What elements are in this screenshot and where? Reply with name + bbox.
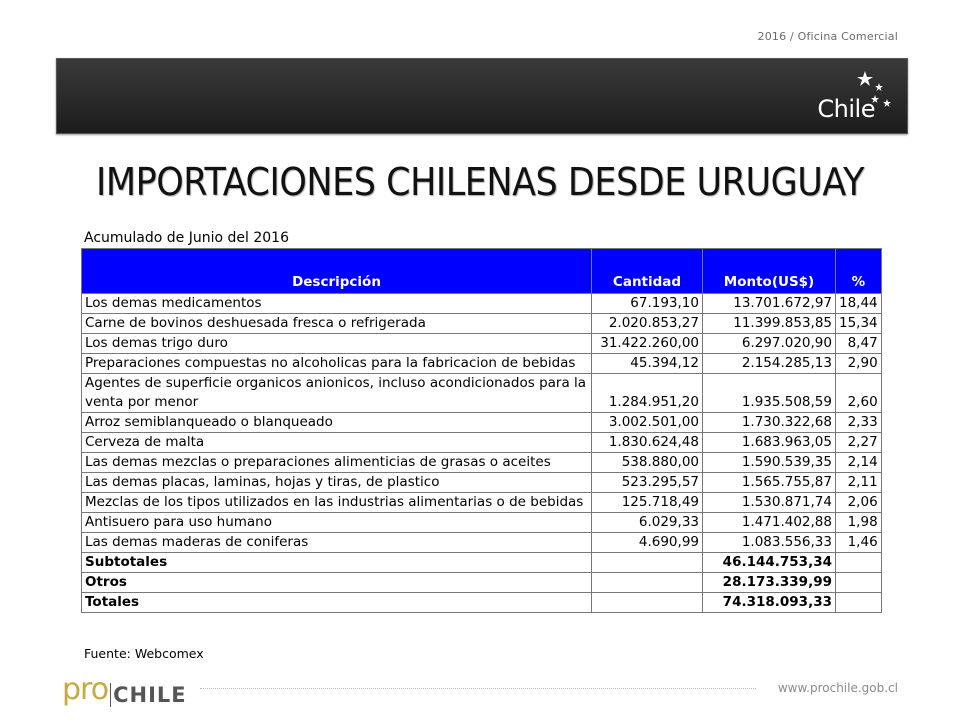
row-amount: 1.730.322,68 bbox=[703, 413, 836, 433]
row-percent: 2,14 bbox=[836, 453, 882, 473]
row-percent: 2,60 bbox=[836, 374, 882, 413]
row-percent: 2,90 bbox=[836, 354, 882, 374]
table-row bbox=[82, 473, 882, 493]
row-percent: 8,47 bbox=[836, 334, 882, 354]
row-amount: 1.083.556,33 bbox=[703, 533, 836, 553]
table-caption: Acumulado de Junio del 2016 bbox=[84, 230, 289, 246]
row-description: Cerveza de malta bbox=[82, 433, 592, 453]
empty-cell bbox=[592, 553, 703, 573]
row-amount: 13.701.672,97 bbox=[703, 294, 836, 314]
row-amount: 1.590.539,35 bbox=[703, 453, 836, 473]
row-quantity: 125.718,49 bbox=[592, 493, 703, 513]
data-document bbox=[78, 226, 884, 664]
row-percent: 15,34 bbox=[836, 314, 882, 334]
empty-cell bbox=[836, 553, 882, 573]
others-amount: 28.173.339,99 bbox=[703, 573, 836, 593]
subtotal-label: Subtotales bbox=[82, 553, 592, 573]
table-row bbox=[82, 374, 882, 413]
table-row bbox=[82, 294, 882, 314]
row-percent: 18,44 bbox=[836, 294, 882, 314]
row-description: Agentes de superficie organicos anionicos, incluso acondicionados para la venta por menor bbox=[82, 374, 592, 413]
row-percent: 2,06 bbox=[836, 493, 882, 513]
header-percent: % bbox=[836, 249, 882, 294]
row-quantity: 1.830.624,48 bbox=[592, 433, 703, 453]
row-percent: 1,46 bbox=[836, 533, 882, 553]
logo-chile-text: CHILE bbox=[113, 682, 187, 707]
footer-divider bbox=[200, 688, 756, 689]
table-row bbox=[82, 513, 882, 533]
empty-cell bbox=[592, 593, 703, 613]
footer-url: www.prochile.gob.cl bbox=[777, 681, 898, 695]
empty-cell bbox=[836, 593, 882, 613]
row-quantity: 6.029,33 bbox=[592, 513, 703, 533]
others-label: Otros bbox=[82, 573, 592, 593]
row-description: Las demas mezclas o preparaciones alimenticias de grasas o aceites bbox=[82, 453, 592, 473]
others-row bbox=[82, 573, 882, 593]
row-amount: 1.683.963,05 bbox=[703, 433, 836, 453]
header-description: Descripción bbox=[82, 249, 592, 294]
row-quantity: 67.193,10 bbox=[592, 294, 703, 314]
imports-table bbox=[81, 248, 882, 613]
subtotal-amount: 46.144.753,34 bbox=[703, 553, 836, 573]
row-amount: 6.297.020,90 bbox=[703, 334, 836, 354]
row-percent: 2,27 bbox=[836, 433, 882, 453]
row-percent: 2,33 bbox=[836, 413, 882, 433]
row-amount: 1.471.402,88 bbox=[703, 513, 836, 533]
subtotal-row bbox=[82, 553, 882, 573]
row-quantity: 45.394,12 bbox=[592, 354, 703, 374]
row-amount: 1.565.755,87 bbox=[703, 473, 836, 493]
totals-label: Totales bbox=[82, 593, 592, 613]
table-row bbox=[82, 314, 882, 334]
table-header-row bbox=[82, 249, 882, 294]
table-row bbox=[82, 354, 882, 374]
totals-amount: 74.318.093,33 bbox=[703, 593, 836, 613]
row-quantity: 4.690,99 bbox=[592, 533, 703, 553]
row-description: Mezclas de los tipos utilizados en las industrias alimentarias o de bebidas bbox=[82, 493, 592, 513]
row-quantity: 31.422.260,00 bbox=[592, 334, 703, 354]
prochile-logo bbox=[62, 672, 187, 707]
row-description: Antisuero para uso humano bbox=[82, 513, 592, 533]
source-note: Fuente: Webcomex bbox=[84, 646, 204, 661]
row-description: Las demas maderas de coniferas bbox=[82, 533, 592, 553]
row-description: Carne de bovinos deshuesada fresca o refrigerada bbox=[82, 314, 592, 334]
table-row bbox=[82, 413, 882, 433]
row-percent: 2,11 bbox=[836, 473, 882, 493]
table-row bbox=[82, 533, 882, 553]
row-amount: 2.154.285,13 bbox=[703, 354, 836, 374]
row-quantity: 523.295,57 bbox=[592, 473, 703, 493]
row-description: Arroz semiblanqueado o blanqueado bbox=[82, 413, 592, 433]
row-quantity: 1.284.951,20 bbox=[592, 374, 703, 413]
row-description: Las demas placas, laminas, hojas y tiras, de plastico bbox=[82, 473, 592, 493]
table-row bbox=[82, 334, 882, 354]
empty-cell bbox=[836, 573, 882, 593]
table-row bbox=[82, 433, 882, 453]
row-amount: 11.399.853,85 bbox=[703, 314, 836, 334]
table-row bbox=[82, 453, 882, 473]
top-banner bbox=[56, 58, 908, 134]
header-note: 2016 / Oficina Comercial bbox=[757, 30, 898, 43]
logo-pro-text: pro bbox=[62, 672, 109, 707]
logo-text: Chile bbox=[817, 95, 875, 123]
header-amount: Monto(US$) bbox=[703, 249, 836, 294]
row-percent: 1,98 bbox=[836, 513, 882, 533]
row-amount: 1.935.508,59 bbox=[703, 374, 836, 413]
chile-logo bbox=[803, 65, 893, 129]
page-title: IMPORTACIONES CHILENAS DESDE URUGUAY bbox=[96, 160, 864, 204]
totals-row bbox=[82, 593, 882, 613]
table-row bbox=[82, 493, 882, 513]
row-quantity: 3.002.501,00 bbox=[592, 413, 703, 433]
row-quantity: 2.020.853,27 bbox=[592, 314, 703, 334]
row-description: Preparaciones compuestas no alcoholicas para la fabricacion de bebidas bbox=[82, 354, 592, 374]
empty-cell bbox=[592, 573, 703, 593]
row-description: Los demas trigo duro bbox=[82, 334, 592, 354]
row-description: Los demas medicamentos bbox=[82, 294, 592, 314]
header-quantity: Cantidad bbox=[592, 249, 703, 294]
logo-separator bbox=[110, 683, 111, 707]
row-quantity: 538.880,00 bbox=[592, 453, 703, 473]
row-amount: 1.530.871,74 bbox=[703, 493, 836, 513]
